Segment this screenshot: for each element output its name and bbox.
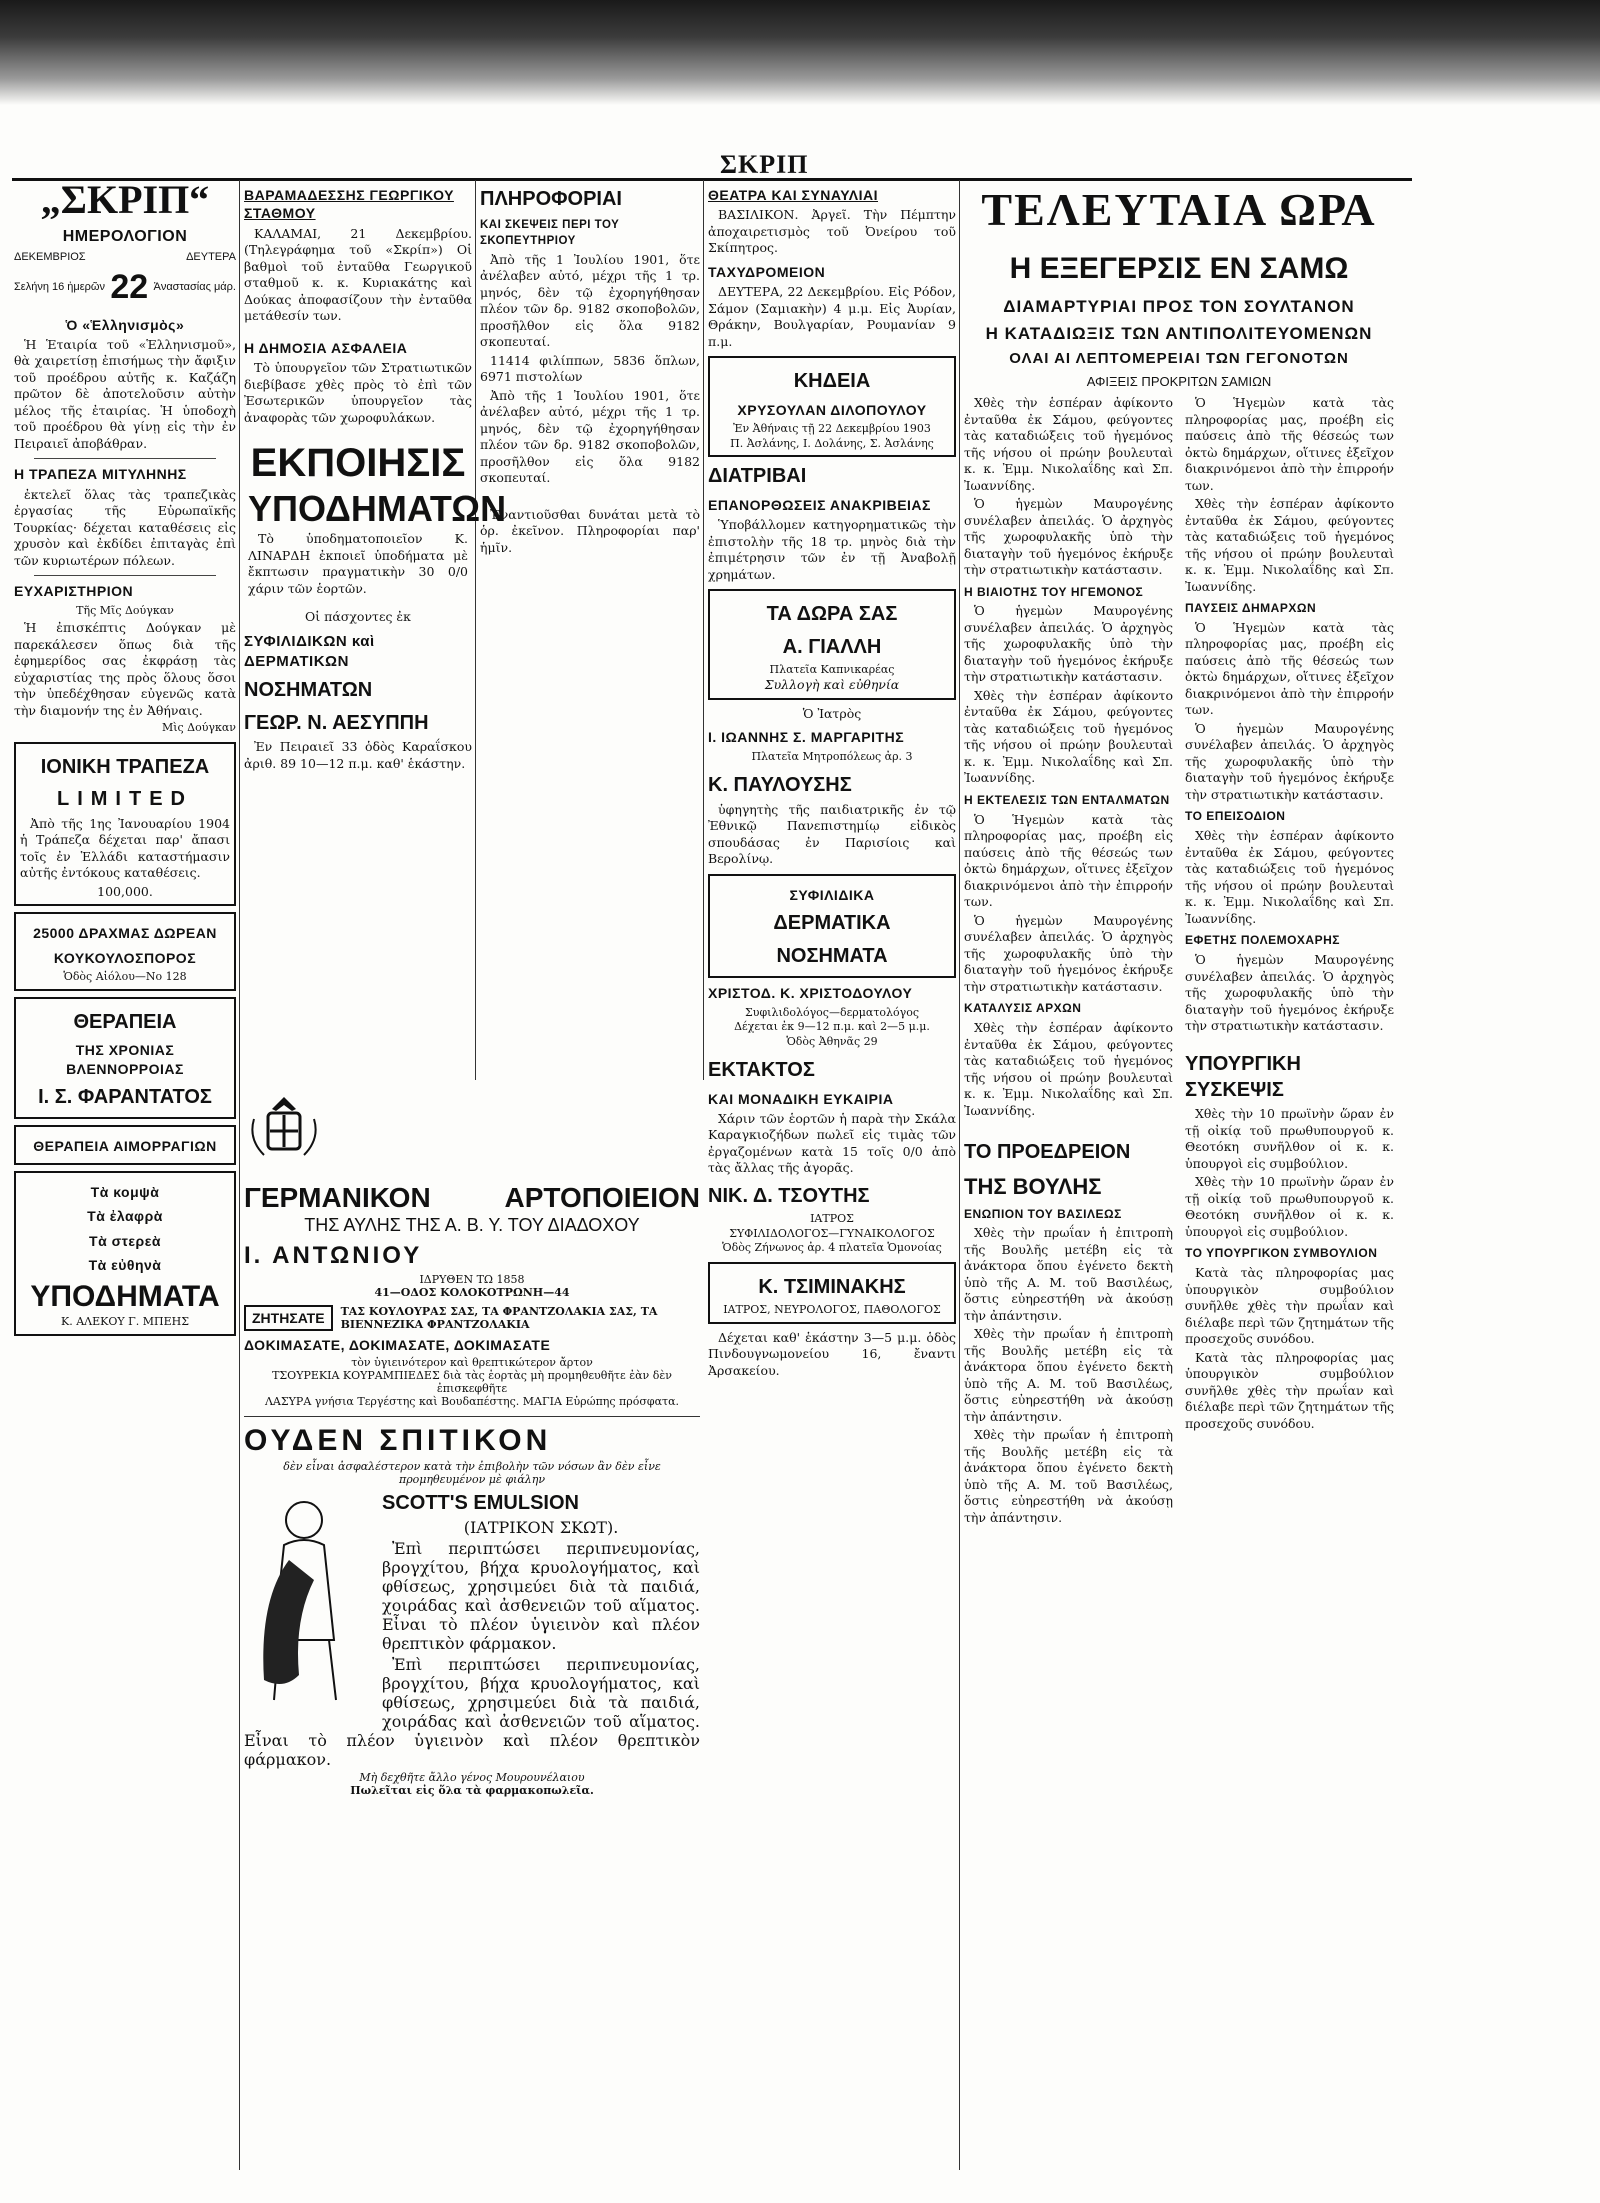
scott-brand: SCOTT'S EMULSION (382, 1491, 579, 1514)
article-text: Ὁ Ἡγεμὼν κατὰ τὰς πληροφορίας μας, προέβη εἰς παύσεις ἀπὸ τῆς θέσεώς των ὀκτὼ δημάρχων, οἵτινες ἐξεῖχον διακρινόμενοι ἀπὸ τὴν ἐπιρροήν των. (1185, 395, 1394, 493)
article-text: Χθὲς τὴν ἑσπέραν ἀφίκοντο ἐνταῦθα ἐκ Σάμου, φεύγοντες τὰς καταδιώξεις τοῦ ἡγεμόνος τῆς νήσου οἱ πρώην βουλευταὶ κ. κ. Ἐμμ. Νικολαΐδης καὶ Σπ. Ἰωαννίδης. (1185, 828, 1394, 926)
ionian-subtitle: LIMITED (57, 788, 193, 811)
doctor-name: Ι. ΙΩΑΝΝΗΣ Σ. ΜΑΡΓΑΡΙΤΗΣ (708, 729, 905, 746)
article-text: Χθὲς τὴν ἑσπέραν ἀφίκοντο ἐνταῦθα ἐκ Σάμου, φεύγοντες τὰς καταδιώξεις τοῦ ἡγεμόνος τῆς νήσου οἱ πρώην βουλευταὶ κ. κ. Ἐμμ. Νικολαΐδης καὶ Σπ. Ἰωαννίδης. (964, 1020, 1173, 1118)
divider (34, 575, 216, 576)
shoes-line: Τὰ εὐθηνὰ (88, 1257, 162, 1274)
info-text: Ἀπὸ τῆς 1 Ἰουλίου 1901, ὅτε ἀνέλαβεν αὐτό, μέχρι τῆς 1 τρ. μηνός, δὲν τῷ ἐχορηγήθησαν πλέον τῶν δρ. 9182 σκοποβολῶν, προσῆλθον εἰς ὅλα 9182 σκοπευταί. (480, 251, 700, 350)
funeral-name: ΧΡΥΣΟΥΛΑΝ ΔΙΛΟΠΟΥΛΟΥ (737, 401, 927, 418)
column-5 (964, 180, 1394, 2170)
headline-sub-5: ΑΦΙΞΕΙΣ ΠΡΟΚΡΙΤΩΝ ΣΑΜΙΩΝ (1086, 373, 1272, 389)
syph-doctor: ΓΕΩΡ. Ν. ΑΕΣΥΠΠΗ (244, 711, 429, 734)
derm-line: ΔΕΡΜΑΤΙΚΑ (773, 912, 891, 935)
bakery-founded: ΙΔΡΥΘΕΝ ΤΩ 1858 (419, 1273, 525, 1287)
doctor-name: Ι. Σ. ΦΑΡΑΝΤΑΤΟΣ (38, 1086, 212, 1108)
prize-subtitle: ΚΟΥΚΟΥΛΟΣΠΟΡΟΣ (53, 949, 197, 966)
sale-title: ΕΚΠΟΙΗΣΙΣ (250, 441, 466, 486)
newspaper-title: „ΣΚΡΙΠ“ (40, 177, 210, 222)
article-title: Ὁ «Ἑλληνισμὸς» (65, 316, 185, 333)
shoes-line: Τὰ στερεὰ (89, 1232, 161, 1249)
presidium-subtitle: ΤΗΣ ΒΟΥΛΗΣ (964, 1173, 1102, 1199)
shoes-ad (14, 1171, 236, 1336)
funeral-notice (708, 356, 956, 457)
headline-sub-4: ΟΛΑΙ ΑΙ ΛΕΠΤΟΜΕΡΕΙΑΙ ΤΩΝ ΓΕΓΟΝΟΤΩΝ (1009, 350, 1349, 368)
date-row-2 (14, 265, 236, 310)
scott-text: Ἐπὶ περιπτώσει περιπνευμονίας, βρογχίτου, βήχα κρυολογήματος, καὶ φθίσεως, χρησιμεύει διὰ τὰ παιδιά, χοιράδας καὶ ἀσθενειῶν τοῦ αἵματος. Εἶναι τὸ πλέον ὑγιεινὸν καὶ πλέον θρεπτικὸν φάρμακον. (382, 1538, 700, 1653)
article-text: Χθὲς τὴν ἑσπέραν ἀφίκοντο ἐνταῦθα ἐκ Σάμου, φεύγοντες τὰς καταδιώξεις τοῦ ἡγεμόνος τῆς νήσου οἱ πρώην βουλευταὶ κ. κ. Ἐμμ. Νικολαΐδης καὶ Σπ. Ἰωαννίδης. (1185, 496, 1394, 594)
thanks-text: Ἡ ἐπισκέπτις Δούγκαν μὲ παρεκάλεσεν ὅπως διὰ τῆς ἐφημερίδος σας ἐκφράσῃ τὰς εὐχαριστίας της πρὸς ὅλους ὅσοι τὴν ὑπεδέχθησαν εὐγενῶς κατὰ τὴν διαμονήν της ἐν Ἀθήναις. (14, 620, 236, 718)
thanks-title: ΕΥΧΑΡΙΣΤΗΡΙΟΝ (14, 583, 134, 600)
extra-subtitle: ΚΑΙ ΜΟΝΑΔΙΚΗ ΕΥΚΑΙΡΙΑ (708, 1090, 894, 1107)
article-text: Χθὲς τὴν ἑσπέραν ἀφίκοντο ἐνταῦθα ἐκ Σάμου, φεύγοντες τὰς καταδιώξεις τοῦ ἡγεμόνος τῆς νήσου οἱ πρώην βουλευταὶ κ. κ. Ἐμμ. Νικολαΐδης καὶ Σπ. Ἰωαννίδης. (964, 395, 1173, 493)
extra-text: Χάριν τῶν ἑορτῶν ἡ παρὰ τὴν Σκάλα Καραγκιοζήδων πωλεῖ εἰς τιμὰς τῶν ἐργαζομένων κατὰ 15 τοῖς 0/0 ἀπὸ τὰς ἄλλας τῆς ἀγορᾶς. (708, 1110, 956, 1176)
body-left (964, 393, 1173, 1528)
calendar-header: ΗΜΕΡΟΛΟΓΙΟΝ (62, 228, 188, 245)
bakery-note-2: ΛΑΣΥΡΑ γνήσια Τεργέστης καὶ Βουδαπέστης. ΜΑΓΙΑ Εὐρώπης πρόσφατα. (264, 1395, 680, 1409)
bakery-ask: ΖΗΤΗΣΑΤΕ (244, 1305, 333, 1331)
derm-line: ΝΟΣΗΜΑΤΑ (776, 944, 888, 967)
gifts-title: ΤΑ ΔΩΡΑ ΣΑΣ (766, 603, 898, 626)
article-text: Ὁ Ἡγεμὼν κατὰ τὰς πληροφορίας μας, προέβη εἰς παύσεις ἀπὸ τῆς θέσεώς των ὀκτὼ δημάρχων, οἵτινες ἐξεῖχον διακρινόμενοι ἀπὸ τὴν ἐπιρροήν των. (964, 811, 1173, 910)
column-1 (14, 177, 236, 2170)
cabinet-text: Χθὲς τὴν 10 πρωϊνὴν ὥραν ἐν τῇ οἰκίᾳ τοῦ πρωθυπουργοῦ κ. Θεοτόκη συνῆλθον οἱ κ. κ. ὑπουργοὶ εἰς συμβούλιον. (1185, 1106, 1394, 1171)
syph-address: Ἐν Πειραιεῖ 33 ὁδὸς Καραΐσκου ἀριθ. 89 10—12 π.μ. καθ' ἑκάστην. (244, 739, 472, 771)
presidium-text: Χθὲς τὴν πρωΐαν ἡ ἐπιτροπὴ τῆς Βουλῆς μετέβη εἰς τὰ ἀνάκτορα ὅπου ἐγένετο δεκτὴ ὑπὸ τῆς Α. Μ. τοῦ Βασιλέως, ὅστις εὐηρεστήθη νὰ ἀκούσῃ τὴν ἀπάντησιν. (964, 1225, 1173, 1323)
council-title: ΤΟ ΥΠΟΥΡΓΙΚΟΝ ΣΥΜΒΟΥΛΙΟΝ (1185, 1246, 1378, 1261)
bakery-owner: Ι. ΑΝΤΩΝΙΟΥ (244, 1242, 423, 1270)
gifts-slogan: Συλλογὴ καὶ εὐθηνία (764, 677, 900, 693)
article-title: ΒΑΡΑΜΑΔΕΣΣΗΣ ΓΕΩΡΓΙΚΟΥ ΣΤΑΘΜΟΥ (244, 187, 454, 222)
bakery-tagline: ΔΟΚΙΜΑΣΑΤΕ, ΔΟΚΙΜΑΣΑΤΕ, ΔΟΚΙΜΑΣΑΤΕ (244, 1337, 551, 1354)
christodoulou-name: ΧΡΙΣΤΟΔ. Κ. ΧΡΙΣΤΟΔΟΥΛΟΥ (708, 985, 913, 1002)
post-title: ΤΑΧΥΔΡΟΜΕΙΟΝ (708, 263, 826, 280)
scott-title: ΟΥΔΕΝ ΣΠΙΤΙΚΟΝ (244, 1424, 552, 1458)
article-text: Ὁ Ἡγεμὼν κατὰ τὰς πληροφορίας μας, προέβη εἰς παύσεις ἀπὸ τῆς θέσεώς των ὀκτὼ δημάρχων, οἵτινες ἐξεῖχον διακρινόμενοι ἀπὸ τὴν ἐπιρροήν των. (1185, 619, 1394, 718)
two-column-body (964, 393, 1394, 1528)
security-text: Τὸ ὑπουργεῖον τῶν Στρατιωτικῶν διεβίβασε χθὲς πρὸς τὸ ἐπὶ τῶν Ἐσωτερικῶν ὑπουργεῖον τὰς ἀναφορὰς τῶν χωροφυλάκων. (244, 360, 472, 425)
therapy-title: ΘΕΡΑΠΕΙΑ (73, 1010, 177, 1033)
info-footer: Ἐναντιοῦσθαι δυνάται μετὰ τὸ ὁρ. ἐκεῖνον. Πληροφορίαι παρ' ἡμῖν. (480, 506, 700, 555)
section-title: Η ΒΙΑΙΟΤΗΣ ΤΟΥ ΗΓΕΜΟΝΟΣ (964, 584, 1144, 599)
syph-subtitle: ΝΟΣΗΜΑΤΩΝ (244, 679, 373, 702)
tsiminakis-ad (708, 1262, 956, 1324)
bakery-note: ΤΣΟΥΡΕΚΙΑ ΚΟΥΡΑΜΠΙΕΔΕΣ διὰ τὰς ἑορτὰς μὴ προμηθευθῆτε ἐὰν δὲν ἐπισκεφθῆτε (272, 1369, 672, 1396)
column-divider (239, 180, 240, 2170)
presidium-subtitle-2: ΕΝΩΠΙΟΝ ΤΟΥ ΒΑΣΙΛΕΩΣ (964, 1206, 1122, 1221)
article-text: Ὁ ἡγεμὼν Μαυρογένης συνέλαβεν ἀπειλάς. Ὁ ἀρχηγὸς τῆς χωροφυλακῆς ὑπὸ τὴν διαταγὴν τοῦ ἡγεμόνος ἐκήρυξε τὴν στρατιωτικὴν κατάστασιν. (1185, 952, 1394, 1034)
thanks-signature: Μὶς Δούγκαν (161, 721, 236, 735)
tsoutis-specialty: ΣΥΦΙΛΙΔΟΛΟΓΟΣ—ΓΥΝΑΙΚΟΛΟΓΟΣ (729, 1226, 935, 1240)
derm-ad (708, 874, 956, 978)
prize-title: 25000 ΔΡΑΧΜΑΣ ΔΩΡΕΑΝ (33, 925, 217, 942)
ionian-title: ΙΟΝΙΚΗ ΤΡΑΠΕΖΑ (40, 755, 210, 778)
cabinet-text: Χθὲς τὴν 10 πρωϊνὴν ὥραν ἐν τῇ οἰκίᾳ τοῦ πρωθυπουργοῦ κ. Θεοτόκη συνῆλθον οἱ κ. κ. ὑπουργοὶ εἰς συμβούλιον. (1185, 1174, 1394, 1239)
column-divider (703, 180, 704, 1080)
security-title: Η ΔΗΜΟΣΙΑ ΑΣΦΑΛΕΙΑ (244, 339, 408, 356)
masthead-title: ΣΚΡΙΠ (720, 150, 809, 179)
scott-caption: Μὴ δεχθῆτε ἄλλο γένος Μουρουνέλαιου (359, 1770, 585, 1784)
body-right (1185, 393, 1394, 1528)
council-text: Κατὰ τὰς πληροφορίας μας ὑπουργικὸν συμβούλιον συνῆλθε χθὲς τὴν πρωΐαν καὶ διέλαβε περὶ τῶν ζητημάτων τῆς προσεχοῦς συνόδου. (1185, 1265, 1394, 1347)
sale-subtitle: ΥΠΟΔΗΜΑΤΩΝ (248, 488, 507, 530)
doctor-address: Πλατεῖα Μητροπόλεως ἀρ. 3 (751, 749, 913, 763)
shoes-title: ΥΠΟΔΗΜΑΤΑ (30, 1279, 220, 1313)
sale-text: Τὸ ὑποδηματοποιεῖον Κ. ΛΙΝΑΡΔΗ ἐκποιεῖ ὑποδήματα μὲ ἔκπτωσιν πραγματικὴν 30 0/0 χάριν τῶν ἑορτῶν. (248, 531, 468, 596)
shoes-line: Τὰ κομψὰ (90, 1183, 160, 1200)
section-title: ΕΦΕΤΗΣ ΠΟΛΕΜΟΧΑΡΗΣ (1185, 933, 1340, 948)
article-text: Ὁ ἡγεμὼν Μαυρογένης συνέλαβεν ἀπειλάς. Ὁ ἀρχηγὸς τῆς χωροφυλακῆς ὑπὸ τὴν διαταγὴν τοῦ ἡγεμόνος ἐκήρυξε τὴν στρατιωτικὴν κατάστασιν. (964, 603, 1173, 685)
article-text: Ὁ ἡγεμὼν Μαυρογένης συνέλαβεν ἀπειλάς. Ὁ ἀρχηγὸς τῆς χωροφυλακῆς ὑπὸ τὴν διαταγὴν τοῦ ἡγεμόνος ἐκήρυξε τὴν στρατιωτικὴν κατάστασιν. (964, 912, 1173, 994)
section-title: ΚΑΤΑΛΥΣΙΣ ΑΡΧΩΝ (964, 1001, 1082, 1016)
gifts-shop: Α. ΓΙΑΛΛΗ (782, 635, 882, 658)
christodoulou-address: Ὁδὸς Ἀθηνᾶς 29 (786, 1034, 878, 1048)
prize-ad (14, 912, 236, 990)
hemorrhage-ad (14, 1125, 236, 1164)
scott-brand-greek: (ΙΑΤΡΙΚΟΝ ΣΚΩΤ). (463, 1517, 619, 1537)
shoes-line: Τὰ ἐλαφρὰ (87, 1208, 163, 1225)
sale-ad (244, 432, 507, 603)
tsiminakis-title: ΙΑΤΡΟΣ, ΝΕΥΡΟΛΟΓΟΣ, ΠΑΘΟΛΟΓΟΣ (723, 1303, 941, 1317)
doctor-label: Ὁ Ἰατρὸς (802, 705, 862, 721)
presidium-title: ΤΟ ΠΡΟΕΔΡΕΙΟΝ (964, 1141, 1131, 1164)
section-title: ΤΟ ΕΠΕΙΣΟΔΙΟΝ (1185, 809, 1286, 824)
therapy-subtitle: ΤΗΣ ΧΡΟΝΙΑΣ ΒΛΕΝΝΟΡΡΟΙΑΣ (66, 1042, 184, 1077)
christodoulou-sub: Συφιλιδολόγος—δερματολόγος (745, 1005, 919, 1019)
hemorrhage-title: ΘΕΡΑΠΕΙΑ ΑΙΜΟΡΡΑΓΙΩΝ (33, 1138, 217, 1155)
article-text: Ὁ ἡγεμὼν Μαυρογένης συνέλαβεν ἀπειλάς. Ὁ ἀρχηγὸς τῆς χωροφυλακῆς ὑπὸ τὴν διαταγὴν τοῦ ἡγεμόνος ἐκήρυξε τὴν στρατιωτικὴν κατάστασιν. (964, 496, 1173, 578)
tsiminakis-address: Δέχεται καθ' ἑκάστην 3—5 μ.μ. ὁδὸς Πινδουγνωμονείου 16, ἔναντι Ἀρσακείου. (708, 1329, 956, 1378)
post-text: ΔΕΥΤΕΡΑ, 22 Δεκεμβρίου. Εἰς Ρόδον, Σάμον (Σαμιακὴν) 4 μ.μ. Εἰς Ἀυρίαν, Θράκην, Βουλγαρίαν, Ρουμανίαν 9 π.μ. (708, 284, 956, 349)
article-text: Ὁ ἡγεμὼν Μαυρογένης συνέλαβεν ἀπειλάς. Ὁ ἀρχηγὸς τῆς χωροφυλακῆς ὑπὸ τὴν διαταγὴν τοῦ ἡγεμόνος ἐκήρυξε τὴν στρατιωτικὴν κατάστασιν. (1185, 720, 1394, 802)
article-text: Ἡ Ἑταιρία τοῦ «Ἑλληνισμοῦ», θὰ χαιρετίσῃ ἐπισήμως τὴν ἄφιξιν τοῦ προέδρου αὐτῆς κ. Καζάζη πρῶτον δὲ ἀποτελοῦσιν αὐτὴν μέλος τῆς ἐταιρίας. Ἡ ὑποδοχὴ τοῦ προέδρου θὰ γίνῃ εἰς τὴν ἐν Πειραιεῖ ἀποβάθραν. (14, 336, 236, 451)
scott-ad (244, 1425, 700, 1797)
cabinet-title: ΥΠΟΥΡΓΙΚΗ ΣΥΣΚΕΨΙΣ (1185, 1052, 1301, 1102)
funeral-signature: Π. Ἀσλάνης, Ι. Δολάνης, Σ. Ἀσλάνης (730, 436, 934, 450)
diatribe-title: ΔΙΑΤΡΙΒΑΙ (708, 465, 807, 488)
shoes-seller: Κ. ΑΛΕΚΟΥ Γ. ΜΠΕΗΣ (60, 1315, 189, 1329)
section-title: ΠΑΥΣΕΙΣ ΔΗΜΑΡΧΩΝ (1185, 601, 1317, 616)
bakery-products (244, 1305, 700, 1331)
divider (244, 1416, 700, 1417)
headline-sub-3: Η ΚΑΤΑΔΙΩΞΙΣ ΤΩΝ ΑΝΤΙΠΟΛΙΤΕΥΟΜΕΝΩΝ (985, 323, 1373, 343)
council-text: Κατὰ τὰς πληροφορίας μας ὑπουργικὸν συμβούλιον συνῆλθε χθὲς τὴν πρωΐαν καὶ διέλαβε περὶ τῶν ζητημάτων τῆς προσεχοῦς συνόδου. (1185, 1349, 1394, 1431)
info-subtitle: ΚΑΙ ΣΚΕΨΕΙΣ ΠΕΡΙ ΤΟΥ ΣΚΟΠΕΥΤΗΡΙΟΥ (480, 219, 620, 247)
ionian-capital: 100,000. (97, 883, 153, 899)
month: ΔΕΚΕΜΒΡΙΟΣ (14, 251, 86, 264)
info-title: ΠΛΗΡΟΦΟΡΙΑΙ (480, 188, 622, 210)
scott-text: Ἐπὶ περιπτώσει περιπνευμονίας, βρογχίτου, βήχα κρυολογήματος, καὶ φθίσεως, χρησιμεύει διὰ τὰ παιδιά, χοιράδας καὶ ἀσθενειῶν τοῦ αἵματος. Εἶναι τὸ πλέον ὑγιεινὸν καὶ πλέον θρεπτικὸν φάρμακον. (244, 1654, 700, 1769)
saint-day: Ἀναστασίας μάρ. (153, 280, 236, 293)
ionian-bank-ad (14, 742, 236, 906)
fisherman-fish-icon (244, 1490, 374, 1720)
bakery-products-list: ΤΑΣ ΚΟΥΛΟΥΡΑΣ ΣΑΣ, ΤΑ ΦΡΑΝΤΖΟΛΑΚΙΑ ΣΑΣ, ΤΑ ΒΙΕΝΝΕΖΙΚΑ ΦΡΑΝΤΖΟΛΑΚΙΑ (340, 1305, 658, 1332)
bakery-title-row (244, 1177, 700, 1215)
scott-subtitle: δὲν εἶναι ἀσφαλέστερον κατὰ τὴν ἐπιβολὴν τῶν νόσων ἂν δὲν εἶνε προμηθευμένον μὲ φιάλην (283, 1459, 661, 1486)
presidium-text: Χθὲς τὴν πρωΐαν ἡ ἐπιτροπὴ τῆς Βουλῆς μετέβη εἰς τὰ ἀνάκτορα ὅπου ἐγένετο δεκτὴ ὑπὸ τῆς Α. Μ. τοῦ Βασιλέως, ὅστις εὐηρεστήθη νὰ ἀκούσῃ τὴν ἀπάντησιν. (964, 1326, 1173, 1424)
ionian-text: Ἀπὸ τῆς 1ης Ἰανουαρίου 1904 ἡ Τράπεζα δέχεται παρ' ἄπασι τοῖς ἐν Ἑλλάδι καταστήμασιν αὐτῆς ἐντόκους καταθέσεις. (20, 815, 230, 881)
tsoutis-address: Ὁδὸς Ζήνωνος ἀρ. 4 πλατεῖα Ὁμονοίας (722, 1241, 942, 1255)
headline-sub-2: ΔΙΑΜΑΡΤΥΡΙΑΙ ΠΡΟΣ ΤΟΝ ΣΟΥΛΤΑΝΟΝ (1003, 297, 1355, 317)
presidium-text: Χθὲς τὴν πρωΐαν ἡ ἐπιτροπὴ τῆς Βουλῆς μετέβη εἰς τὰ ἀνάκτορα ὅπου ἐγένετο δεκτὴ ὑπὸ τῆς Α. Μ. τοῦ Βασιλέως, ὅστις εὐηρεστήθη νὰ ἀκούσῃ τὴν ἀπάντησιν. (964, 1427, 1173, 1525)
column-divider (959, 180, 960, 2170)
article-text: Χθὲς τὴν ἑσπέραν ἀφίκοντο ἐνταῦθα ἐκ Σάμου, φεύγοντες τὰς καταδιώξεις τοῦ ἡγεμόνος τῆς νήσου οἱ πρώην βουλευταὶ κ. κ. Ἐμμ. Νικολαΐδης καὶ Σπ. Ἰωαννίδης. (964, 687, 1173, 786)
headline: ΤΕΛΕΥΤΑΙΑ ΩΡΑ (981, 184, 1377, 235)
weekday: ΔΕΥΤΕΡΑ (186, 251, 236, 264)
bakery-address: 41—ΟΔΟΣ ΚΟΛΟΚΟΤΡΩΝΗ—44 (374, 1286, 570, 1300)
gifts-ad (708, 589, 956, 700)
tsoutis-name: ΝΙΚ. Δ. ΤΣΟΥΤΗΣ (708, 1184, 870, 1207)
pavlousis-title: Κ. ΠΑΥΛΟΥΣΗΣ (708, 774, 852, 797)
diatribe-subtitle: ΕΠΑΝΟΡΘΩΣΕΙΣ ΑΝΑΚΡΙΒΕΙΑΣ (708, 496, 931, 513)
moon-age: Σελήνη 16 ἡμερῶν (14, 280, 105, 293)
prize-address: Ὁδὸς Αἰόλου—Νο 128 (63, 970, 187, 984)
scan-border-top (0, 0, 1600, 105)
headline-sub: Η ΕΞΕΓΕΡΣΙΣ ΕΝ ΣΑΜΩ (1009, 251, 1349, 285)
column-3 (480, 180, 700, 1080)
funeral-date: Ἐν Ἀθήναις τῇ 22 Δεκεμβρίου 1903 (733, 422, 931, 436)
article-text: ΚΑΛΑΜΑΙ, 21 Δεκεμβρίου. (Τηλεγράφημα τοῦ «Σκρίπ») Οἱ βαθμοὶ τοῦ ἐνταῦθα Γεωργικοῦ σταθμοῦ κ. κ. Κυριακάτης καὶ Δούκας ἀποφασίζουν τὴν ἐνταῦθα μετάθεσίν των. (244, 225, 472, 324)
therapy-ad (14, 997, 236, 1120)
date-row (14, 250, 236, 265)
column-divider (475, 180, 476, 1080)
bakery-tagline-2: τὸν ὑγιεινότερον καὶ θρεπτικώτερον ἄρτον (351, 1356, 593, 1370)
thanks-subtitle: Τῆς Μῖς Δούγκαν (76, 603, 174, 617)
extra-title: ΕΚΤΑΚΤΟΣ (708, 1059, 815, 1082)
day-number: 22 (110, 267, 149, 306)
tsoutis-title: ΙΑΤΡΟΣ (810, 1212, 854, 1226)
syph-intro: Οἱ πάσχοντες ἐκ (305, 609, 411, 625)
column-4 (708, 180, 956, 2170)
info-text: Ἀπὸ τῆς 1 Ἰουλίου 1901, ὅτε ἀνέλαβεν αὐτό, μέχρι τῆς 1 τρ. μηνός, δὲν τῷ ἐχορηγήθησαν πλέον τῶν δρ. 9182 σκοποβολῶν, προσῆλθον εἰς ὅλα 9182 σκοπευταί. (480, 387, 700, 486)
divider (34, 458, 216, 459)
bakery-title-2: ΑΡΤΟΠΟΙΕΙΟΝ (504, 1182, 700, 1213)
diatribe-text: Ὑποβάλλομεν κατηγορηματικῶς τὴν ἐπιστολὴν τῆς 18 τρ. μηνὸς διὰ τὴν ἐπιμέτρησιν τῶν ἐν τῇ Ἀναβολῇ χρημάτων. (708, 517, 956, 582)
theater-text: ΒΑΣΙΛΙΚΟΝ. Ἀργεῖ. Τὴν Πέμπτην ἀποχαιρετισμὸς τοῦ Ὀνείρου τοῦ Σκίπητρος. (708, 207, 956, 256)
pavlousis-text: ὑφηγητὴς τῆς παιδιατρικῆς ἐν τῷ Ἐθνικῷ Πανεπιστημίῳ εἰδικὸς σπουδάσας ἐν Παρισίοις καὶ Βερολίνῳ. (708, 801, 956, 867)
royal-crest-icon (244, 1089, 324, 1169)
tsiminakis-name: Κ. ΤΣΙΜΙΝΑΚΗΣ (758, 1275, 906, 1298)
bakery-title-1: ΓΕΡΜΑΝΙΚΟΝ (244, 1182, 431, 1213)
column-2 (244, 180, 507, 1080)
gifts-address: Πλατεῖα Καπνικαρέας (769, 662, 895, 676)
theater-title: ΘΕΑΤΡΑ ΚΑΙ ΣΥΝΑΥΛΙΑΙ (708, 187, 879, 203)
bakery-ad (244, 1085, 700, 2175)
bank-text: ἐκτελεῖ ὅλας τὰς τραπεζικὰς ἐργασίας τῆς Εὐρωπαϊκῆς Τουρκίας· δέχεται καταθέσεις εἰς χρυσὸν καὶ ἐκδίδει ἐπιταγὰς ἐπὶ τῶν κυριωτέρων πόλεων. (14, 486, 236, 568)
scott-footer: Πωλεῖται εἰς ὅλα τὰ φαρμακοπωλεῖα. (350, 1783, 594, 1797)
info-numbers: 11414 φιλίππων, 5836 ὅπλων, 6971 πιστολίων (480, 352, 700, 385)
bank-title: Η ΤΡΑΠΕΖΑ ΜΙΤΥΛΗΝΗΣ (14, 466, 187, 483)
bakery-supplier: ΤΗΣ ΑΥΛΗΣ ΤΗΣ Α. Β. Υ. ΤΟΥ ΔΙΑΔΟΧΟΥ (304, 1215, 640, 1236)
christodoulou-hours: Δέχεται ἐκ 9—12 π.μ. καὶ 2—5 μ.μ. (734, 1020, 930, 1034)
derm-line: ΣΥΦΙΛΙΔΙΚΑ (789, 886, 875, 903)
syph-title: ΣΥΦΙΛΙΔΙΚΩΝ καὶ ΔΕΡΜΑΤΙΚΩΝ (244, 632, 375, 670)
funeral-title: ΚΗΔΕΙΑ (793, 370, 871, 393)
section-title: Η ΕΚΤΕΛΕΣΙΣ ΤΩΝ ΕΝΤΑΛΜΑΤΩΝ (964, 792, 1170, 807)
